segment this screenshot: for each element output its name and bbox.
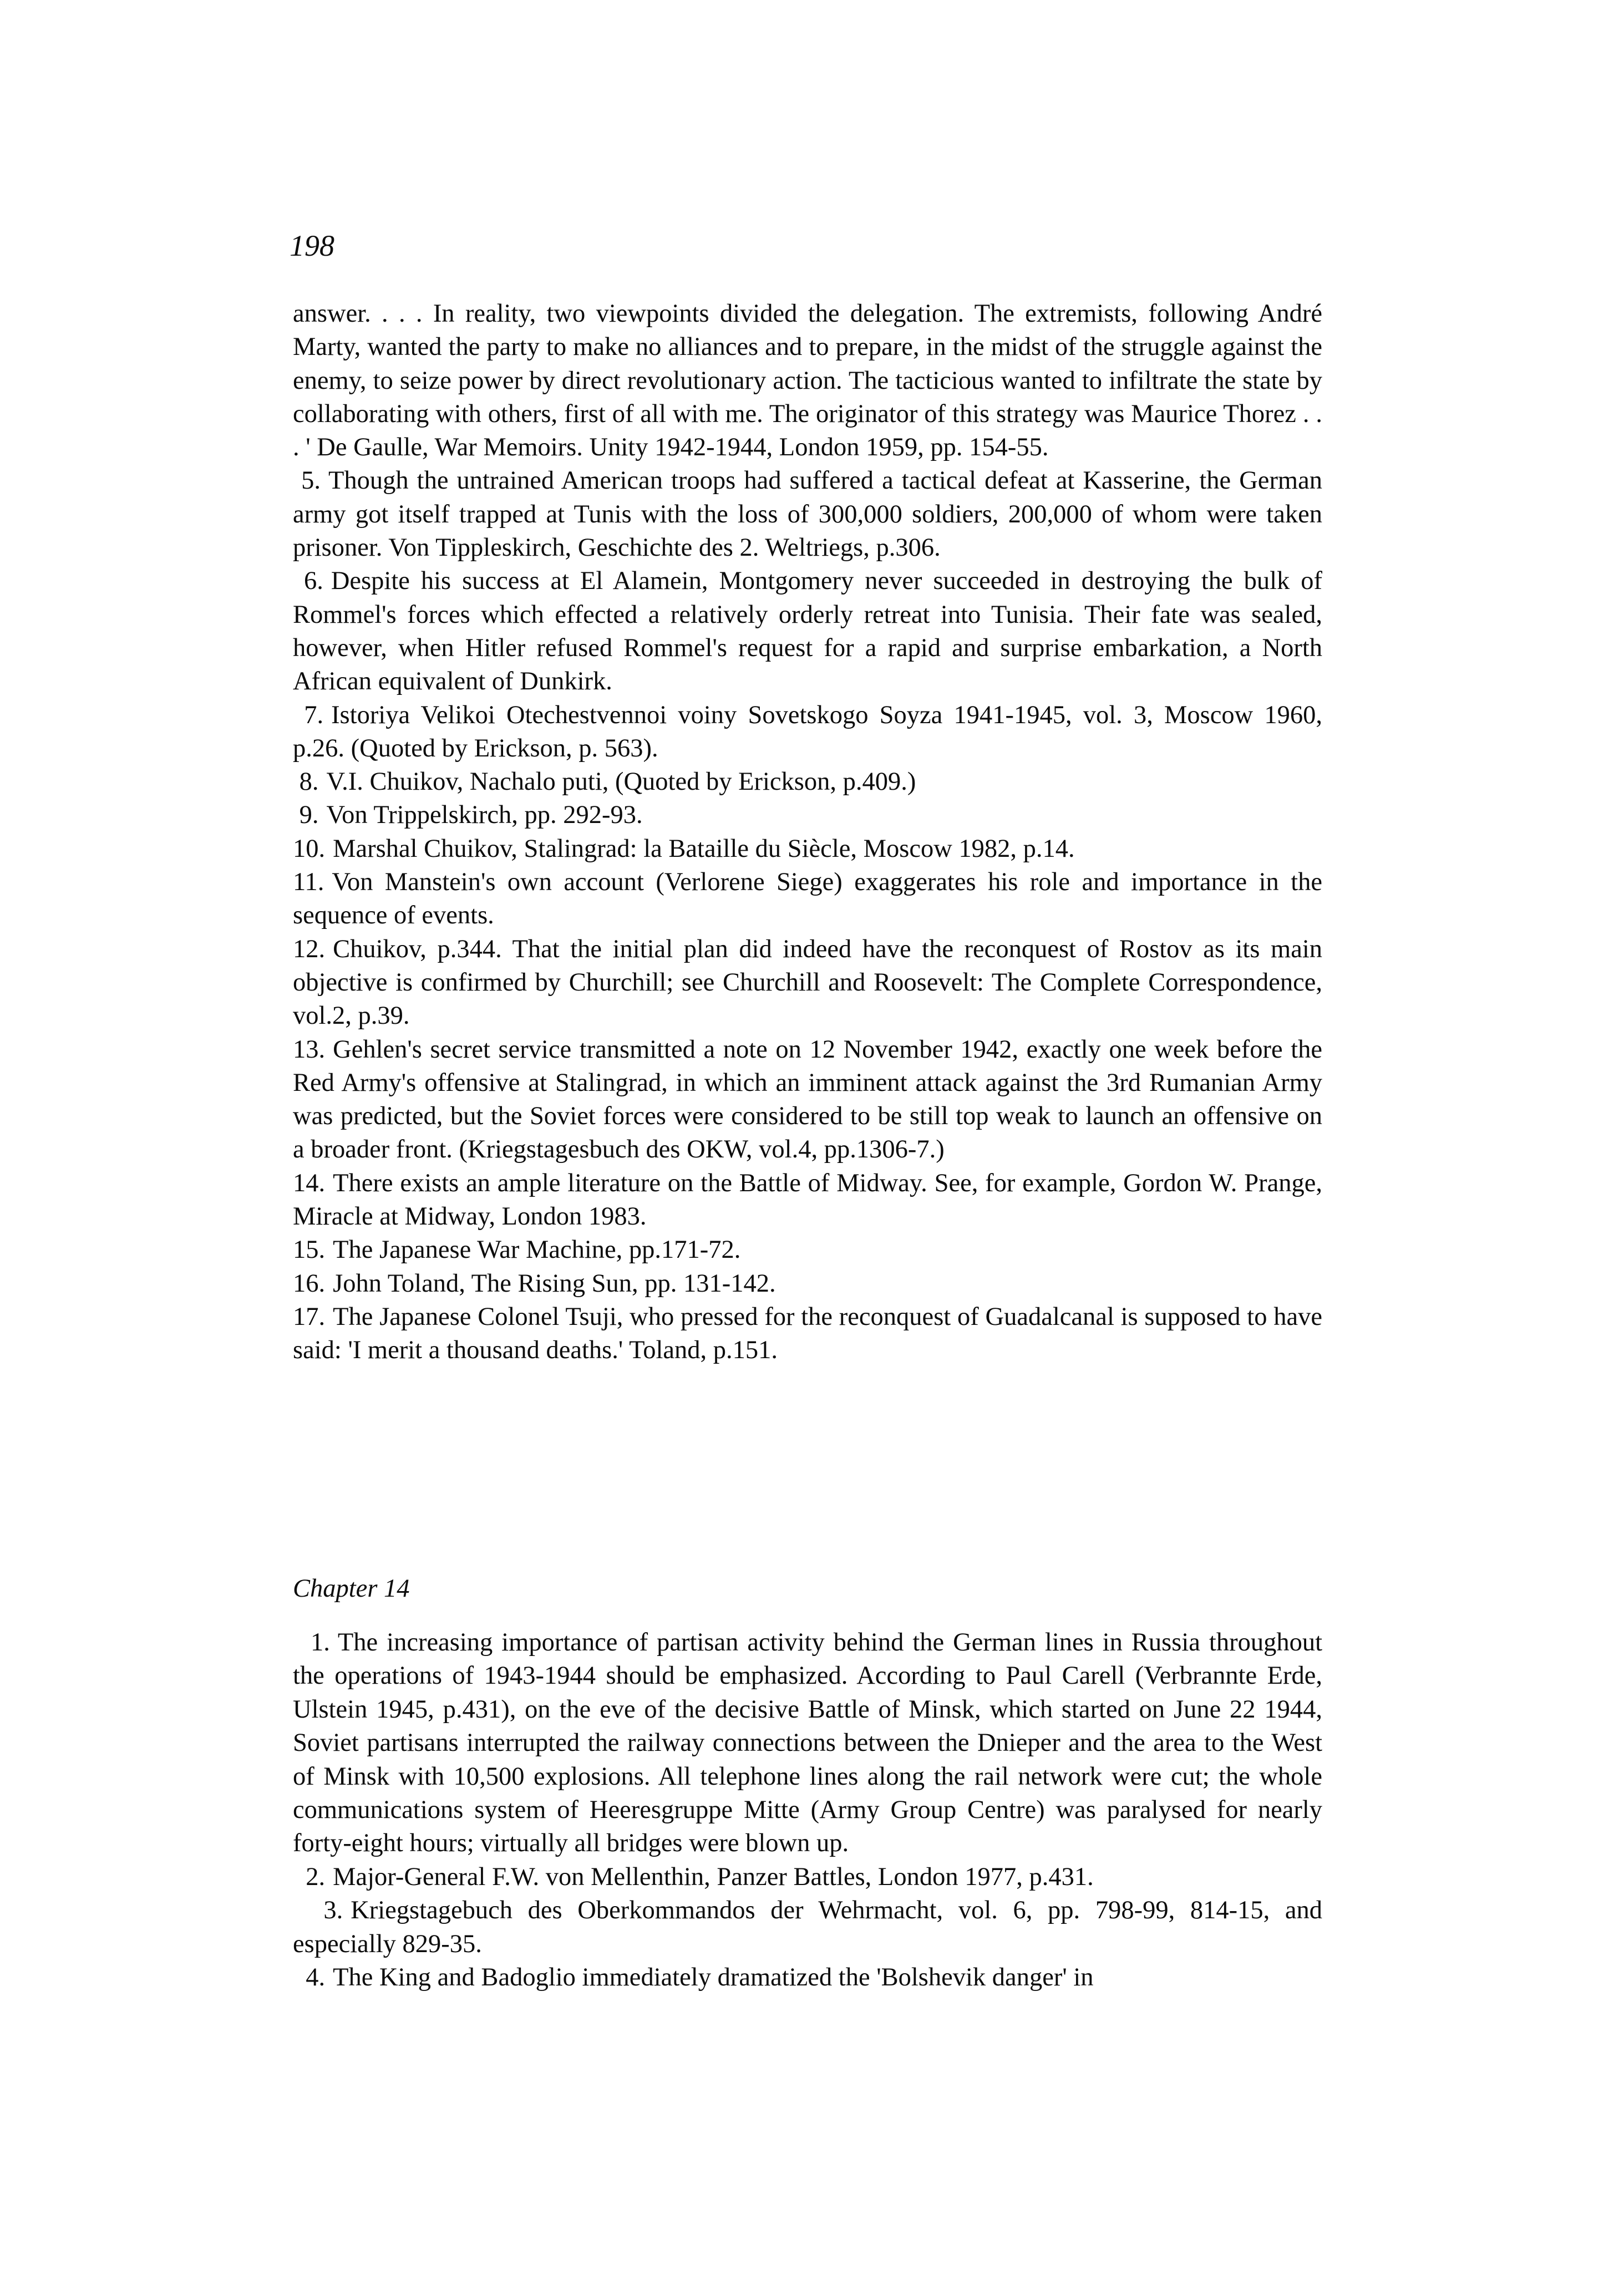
note-text: John Toland, The Rising Sun, pp. 131-142. (333, 1269, 776, 1298)
note-continuation: answer. . . . In reality, two viewpoints divided the delegation. The extremists, following André Marty, wanted the party to make no alliances and to prepare, in the midst of the struggle against the enemy, to seize power by direct revolutionary action. The tacticious wanted to infiltrate the state by collaborating with others, first of all with me. The originator of this strategy was Maurice Thorez . . . ' De Gaulle, War Memoirs. Unity 1942-1944, London 1959, pp. 154-55. (293, 299, 1322, 462)
note-number: 13. (293, 1035, 326, 1064)
note-number: 12. (293, 934, 326, 963)
note-number: 7. (304, 700, 324, 729)
note-number: 14. (293, 1169, 326, 1197)
note-text: Despite his success at El Alamein, Montgomery never succeeded in destroying the bulk of Rommel's forces which effected a relatively orderly retreat into Tunisia. Their fate was sealed, however, when Hitler refused Rommel's request for a rapid and surprise embarkation, a North African equivalent of Dunkirk. (293, 567, 1322, 696)
note-text: Gehlen's secret service transmitted a note on 12 November 1942, exactly one week before the Red Army's offensive at Stalingrad, in which an imminent attack against the 3rd Rumanian Army was predicted, but the Soviet forces were considered to be still top weak to launch an offensive on a broader front. (Kriegstagesbuch des OKW, vol.4, pp.1306-7.) (293, 1035, 1322, 1164)
note-9 (293, 799, 1322, 832)
note-10 (293, 832, 1322, 866)
chapter13-notes (293, 297, 1322, 1368)
note-text: Kriegstagebuch des Oberkommandos der Wehrmacht, vol. 6, pp. 798-99, 814-15, and especially 829-35. (293, 1896, 1322, 1958)
note-13 (293, 1033, 1322, 1167)
note-7 (293, 699, 1322, 766)
note-number: 5. (301, 466, 321, 495)
note-text: Though the untrained American troops had suffered a tactical defeat at Kasserine, the German army got itself trapped at Tunis with the loss of 300,000 soldiers, 200,000 of whom were taken prisoner. Von Tippleskirch, Geschichte des 2. Weltriegs, p.306. (293, 466, 1322, 562)
note-text: Istoriya Velikoi Otechestvennoi voiny Sovetskogo Soyza 1941-1945, vol. 3, Moscow 1960, p.26. (Quoted by Erickson, p. 563). (293, 700, 1323, 763)
note-text: Marshal Chuikov, Stalingrad: la Bataille du Siècle, Moscow 1982, p.14. (333, 834, 1075, 863)
note-number: 17. (293, 1302, 326, 1331)
note-text: V.I. Chuikov, Nachalo puti, (Quoted by Erickson, p.409.) (326, 768, 916, 796)
note-text: Von Manstein's own account (Verlorene Siege) exaggerates his role and importance in the sequence of events. (293, 868, 1322, 930)
note-text: The Japanese War Machine, pp.171-72. (333, 1236, 741, 1264)
note-number: 16. (293, 1269, 326, 1298)
note-number: 6. (303, 567, 323, 596)
note-number: 4. (306, 1963, 326, 1992)
chapter14-notes (293, 1626, 1322, 1994)
note-number: 15. (293, 1236, 326, 1264)
ch14-note-2 (293, 1861, 1322, 1894)
note-text: Von Trippelskirch, pp. 292-93. (326, 801, 643, 830)
note-text: There exists an ample literature on the Battle of Midway. See, for example, Gordon W. Prange, Miracle at Midway, London 1983. (293, 1169, 1322, 1231)
note-16 (293, 1267, 1322, 1301)
note-number: 10. (293, 834, 326, 863)
chapter-heading: Chapter 14 (293, 1574, 410, 1603)
note-11 (293, 866, 1322, 933)
note-text: Chuikov, p.344. That the initial plan did indeed have the reconquest of Rostov as its main objective is confirmed by Churchill; see Churchill and Roosevelt: The Complete Correspondence, vol.2, p.39. (293, 934, 1322, 1030)
note-15 (293, 1233, 1322, 1267)
note-text: The increasing importance of partisan activity behind the German lines in Russia throughout the operations of 1943-1944 should be emphasized. According to Paul Carell (Verbrannte Erde, Ulstein 1945, p.431), on the eve of the decisive Battle of Minsk, which started on June 22 1944, Soviet partisans interrupted the railway connections between the Dnieper and the area to the West of Minsk with 10,500 explosions. All telephone lines along the rail network were cut; the whole communications system of Heeresgruppe Mitte (Army Group Centre) was paralysed for nearly forty-eight hours; virtually all bridges were blown up. (293, 1628, 1322, 1858)
note-number: 1. (311, 1628, 330, 1657)
note-number: 11. (293, 868, 324, 897)
page-number: 198 (290, 229, 334, 262)
note-6 (293, 565, 1322, 698)
note-17 (293, 1301, 1322, 1368)
note-number: 3. (323, 1896, 343, 1925)
ch14-note-4 (293, 1961, 1322, 1994)
note-5 (293, 464, 1322, 565)
note-number: 2. (306, 1862, 326, 1891)
note-text: The Japanese Colonel Tsuji, who pressed for the reconquest of Guadalcanal is supposed to have said: 'I merit a thousand deaths.' Toland, p.151. (293, 1302, 1322, 1365)
note-8 (293, 765, 1322, 799)
note-12 (293, 933, 1322, 1033)
note-text: The King and Badoglio immediately dramatized the 'Bolshevik danger' in (333, 1963, 1094, 1992)
ch14-note-3 (293, 1894, 1322, 1961)
ch14-note-1 (293, 1626, 1322, 1861)
note-14 (293, 1167, 1322, 1234)
note-number: 9. (299, 801, 319, 830)
note-number: 8. (299, 768, 319, 796)
note-text: Major-General F.W. von Mellenthin, Panzer Battles, London 1977, p.431. (333, 1862, 1094, 1891)
